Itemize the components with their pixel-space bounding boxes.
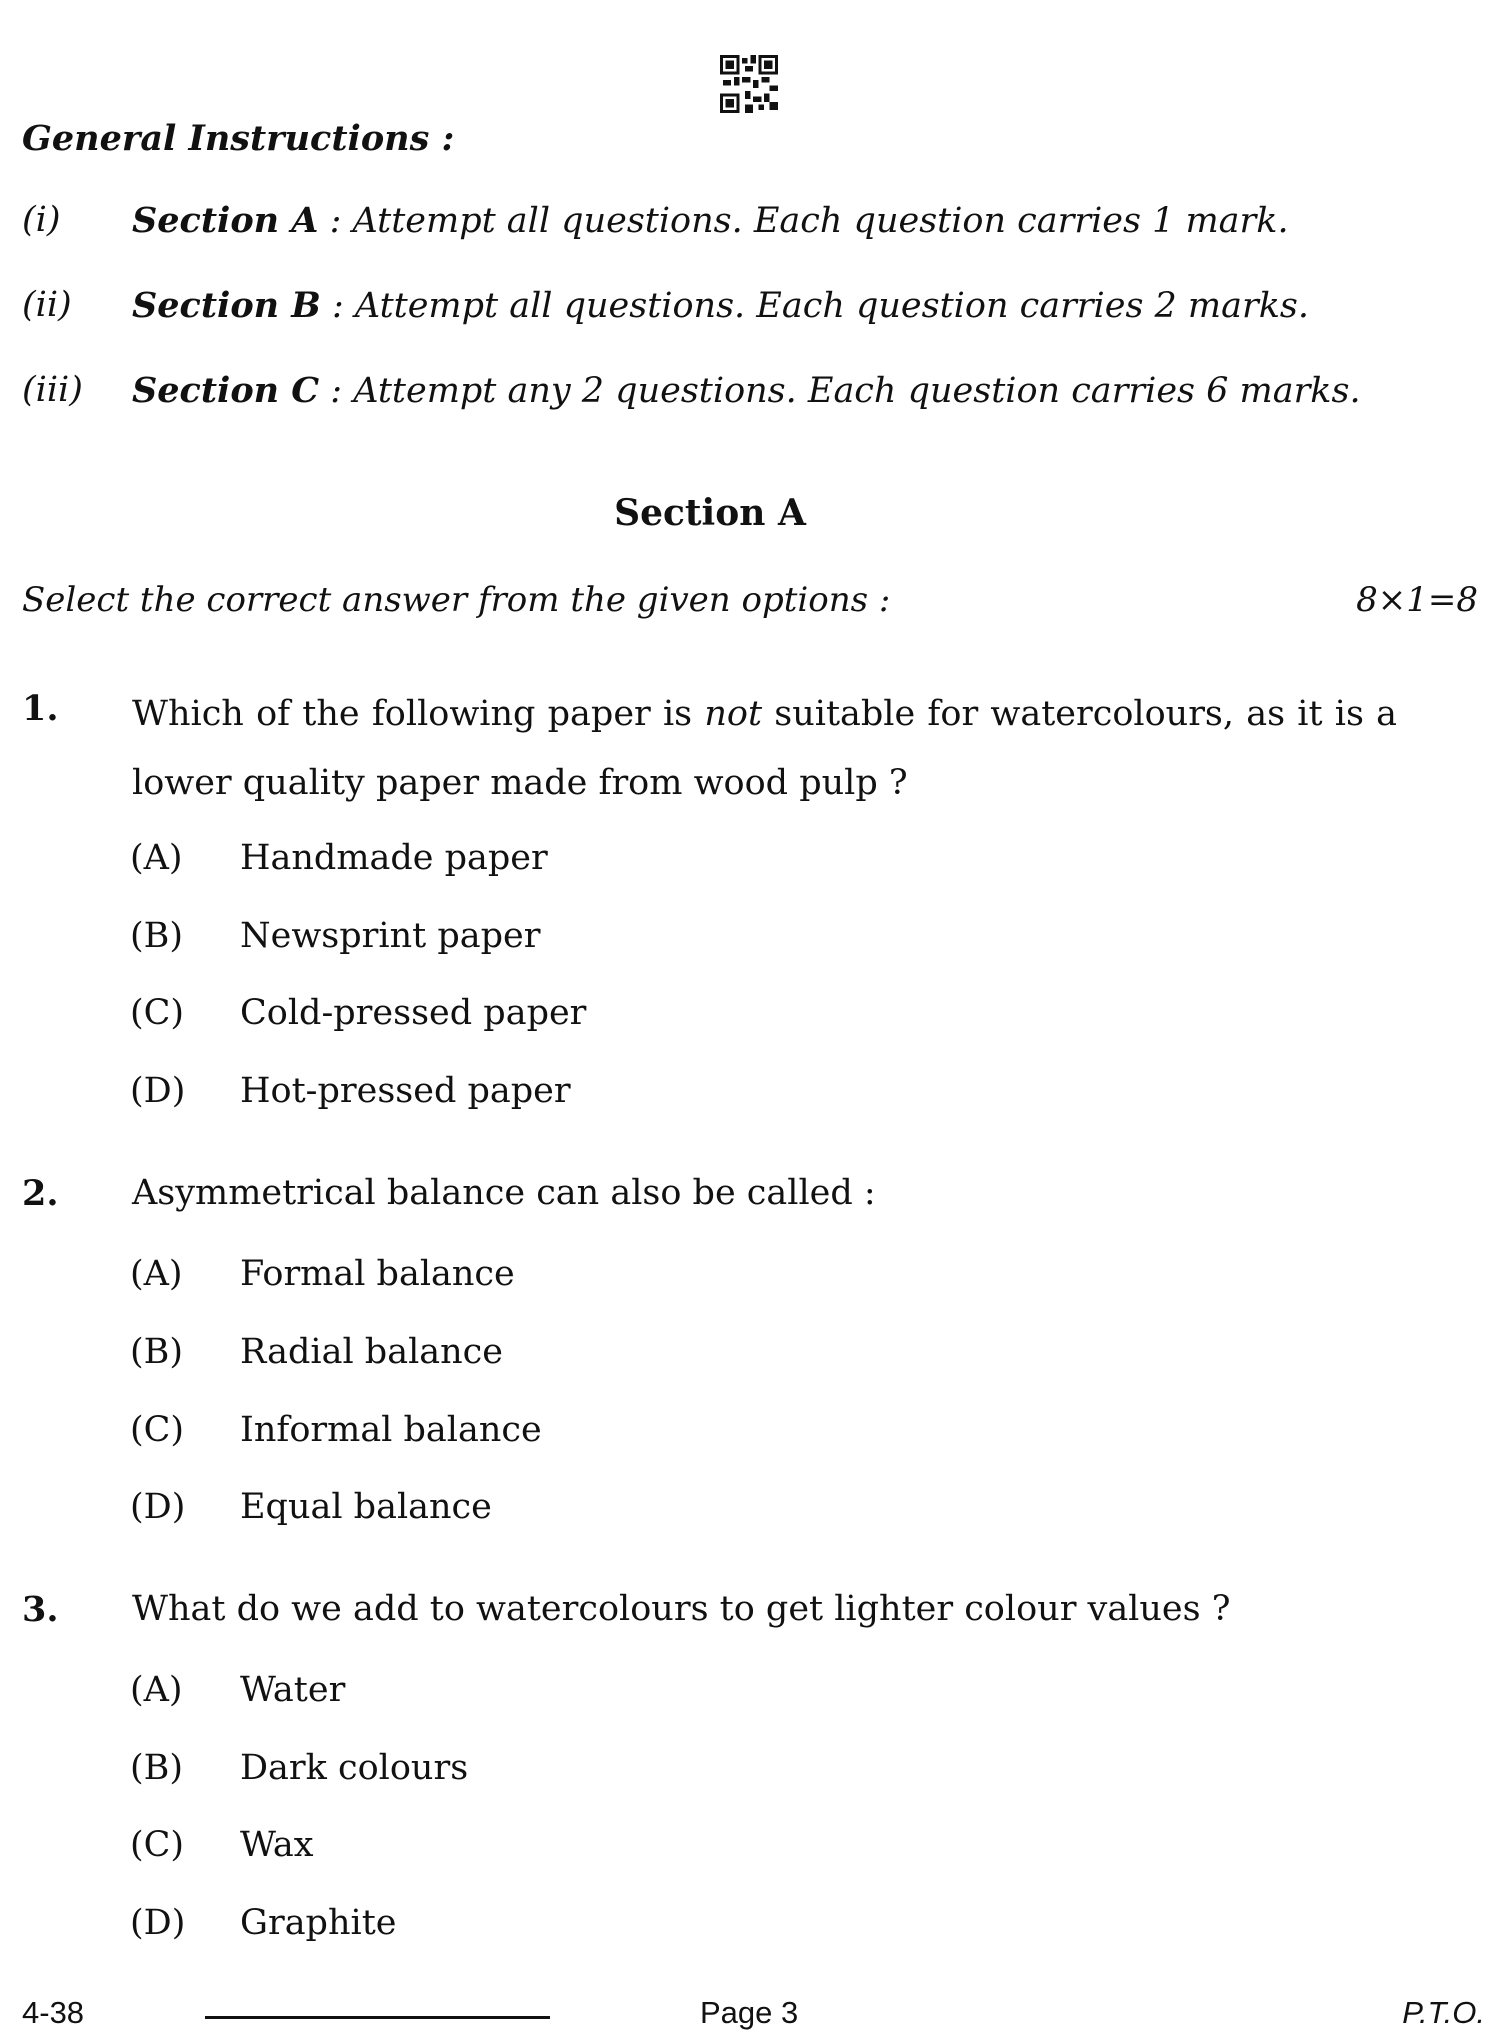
option-label: (C) xyxy=(130,1825,185,1865)
instruction-section: Section C xyxy=(132,370,320,411)
option-text: Handmade paper xyxy=(240,838,548,878)
option-label: (B) xyxy=(130,1748,184,1788)
instruction-number: (i) xyxy=(22,200,61,240)
general-instructions-heading: General Instructions : xyxy=(22,118,455,159)
option-text: Newsprint paper xyxy=(240,916,541,956)
instruction-section: Section A xyxy=(132,200,319,241)
question-text-part: suitable for watercolours, as it is a lower quality paper made from wood pulp ? xyxy=(132,694,1397,803)
option-text: Dark colours xyxy=(240,1748,469,1788)
instruction-text xyxy=(132,370,1361,411)
option-text: Hot-pressed paper xyxy=(240,1071,571,1111)
question-text: Asymmetrical balance can also be called : xyxy=(132,1173,876,1213)
instruction-number: (ii) xyxy=(22,285,72,325)
option-label: (C) xyxy=(130,993,185,1033)
option-text: Equal balance xyxy=(240,1487,492,1527)
option-text: Graphite xyxy=(240,1903,397,1943)
pto-label: P.T.O. xyxy=(1402,1995,1485,2030)
question-emphasis: not xyxy=(704,694,763,734)
instruction-text xyxy=(132,285,1309,326)
option-text: Water xyxy=(240,1670,346,1710)
option-label: (B) xyxy=(130,1332,184,1372)
qr-code-icon xyxy=(720,55,778,113)
instruction-number: (iii) xyxy=(22,370,83,410)
instruction-body: : Attempt all questions. Each question carries 1 mark. xyxy=(318,201,1289,241)
section-marks: 8×1=8 xyxy=(1356,580,1478,620)
option-text: Wax xyxy=(240,1825,314,1865)
question-text-part: Which of the following paper is xyxy=(132,694,705,734)
option-text: Formal balance xyxy=(240,1254,515,1294)
option-text: Cold-pressed paper xyxy=(240,993,587,1033)
option-text: Radial balance xyxy=(240,1332,503,1372)
option-label: (A) xyxy=(130,1254,183,1294)
section-heading: Section A xyxy=(614,492,806,534)
option-text: Informal balance xyxy=(240,1410,542,1450)
instruction-body: : Attempt all questions. Each question carries 2 marks. xyxy=(320,286,1310,326)
question-text: What do we add to watercolours to get lighter colour values ? xyxy=(132,1589,1231,1629)
option-label: (A) xyxy=(130,1670,183,1710)
question-number: 3. xyxy=(22,1589,59,1630)
question-text xyxy=(132,680,1397,818)
question-number: 2. xyxy=(22,1173,59,1214)
option-label: (B) xyxy=(130,916,184,956)
option-label: (A) xyxy=(130,838,183,878)
option-label: (D) xyxy=(130,1071,186,1111)
instruction-body: : Attempt any 2 questions. Each question carries 6 marks. xyxy=(319,371,1361,411)
option-label: (C) xyxy=(130,1410,185,1450)
instruction-section: Section B xyxy=(132,285,321,326)
footer-divider xyxy=(205,2016,550,2019)
option-label: (D) xyxy=(130,1903,186,1943)
question-number: 1. xyxy=(22,688,59,729)
section-instruction: Select the correct answer from the given options : xyxy=(22,580,891,620)
option-label: (D) xyxy=(130,1487,186,1527)
page-number: Page 3 xyxy=(700,1995,799,2030)
instruction-text xyxy=(132,200,1289,241)
paper-code: 4-38 xyxy=(22,1995,85,2030)
